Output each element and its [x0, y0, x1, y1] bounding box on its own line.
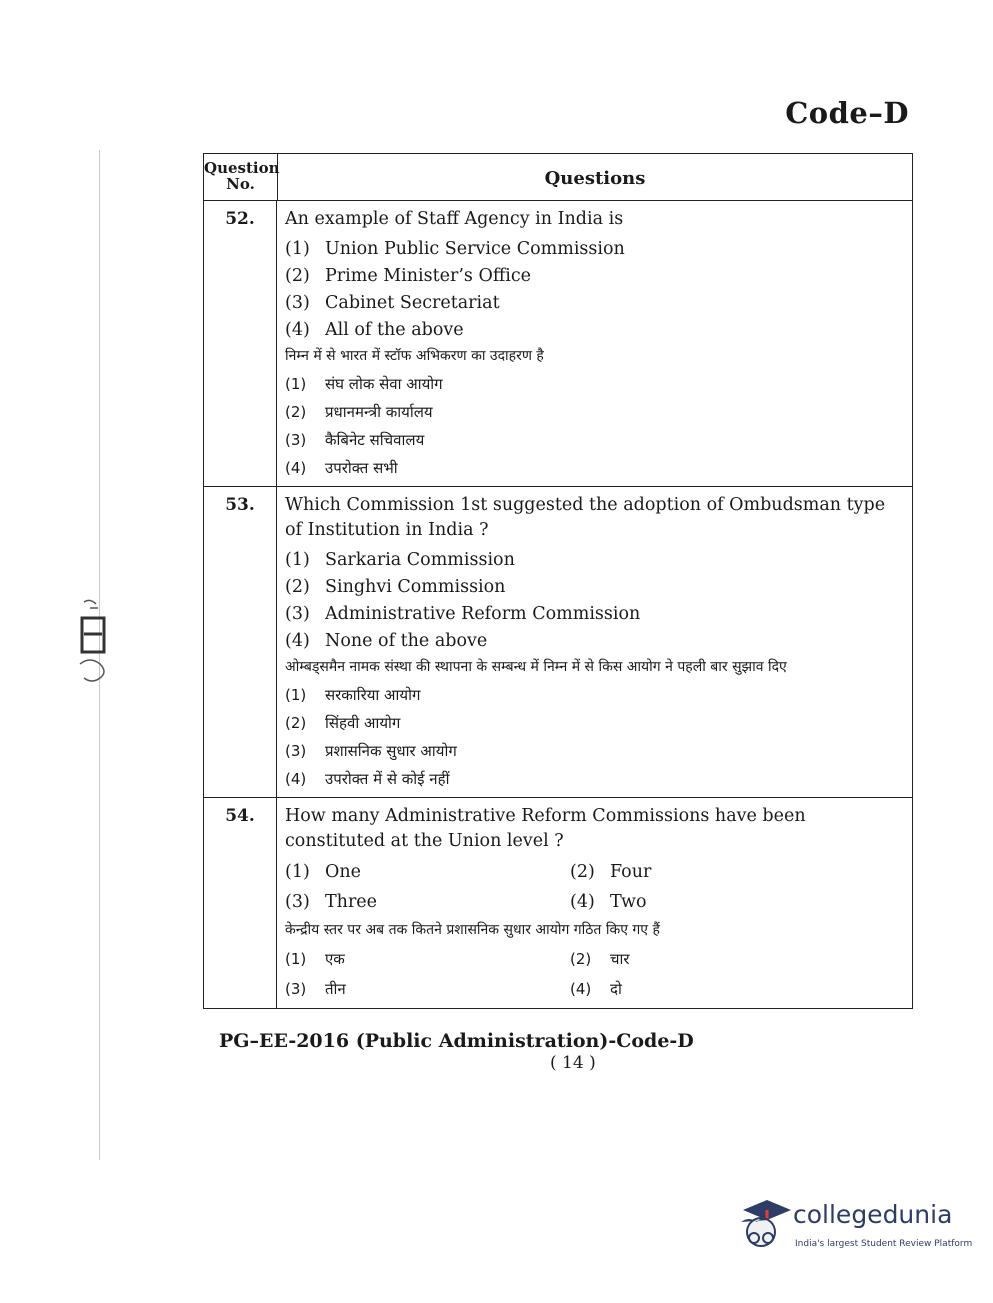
option-hi: (1) संघ लोक सेवा आयोग: [285, 375, 443, 393]
option-en: (4) None of the above: [285, 630, 488, 651]
question-text-en: Which Commission 1st suggested the adoption of Ombudsman type of Institution in India ?: [285, 495, 886, 540]
question-number: 53.: [204, 487, 277, 797]
question-number: 54.: [204, 798, 277, 1008]
option-hi: (2) चार: [570, 950, 630, 968]
options-grid-hi: [285, 944, 904, 1004]
option-hi: (4) उपरोक्त में से कोई नहीं: [285, 770, 450, 788]
question-number: 52.: [204, 201, 277, 486]
option-en: (1) Sarkaria Commission: [285, 549, 515, 570]
option-en: (2) Prime Minister’s Office: [285, 265, 532, 286]
table-header: [204, 154, 912, 201]
option-hi: (4) उपरोक्त सभी: [285, 459, 398, 477]
option-en: (1) Union Public Service Commission: [285, 238, 625, 259]
collegedunia-watermark: [737, 1196, 973, 1258]
option-hi: (3) प्रशासनिक सुधार आयोग: [285, 742, 457, 760]
option-en: (2) Singhvi Commission: [285, 576, 506, 597]
brand-name: collegedunia: [793, 1200, 953, 1229]
question-row: [204, 486, 912, 797]
margin-stamp-mark: [78, 598, 114, 698]
option-hi: (3) तीन: [285, 980, 346, 998]
options-grid-en: [285, 857, 904, 917]
question-row: [204, 797, 912, 1008]
question-text-en: An example of Staff Agency in India is: [285, 209, 624, 229]
option-en: (2) Four: [570, 862, 652, 882]
option-en: (1) One: [285, 862, 361, 882]
option-hi: (4) दो: [570, 980, 622, 998]
option-hi: (2) प्रधानमन्त्री कार्यालय: [285, 403, 433, 421]
option-en: (3) Cabinet Secretariat: [285, 292, 500, 313]
page-number: ( 14 ): [550, 1053, 596, 1073]
questions-header: Questions: [544, 168, 646, 189]
option-hi: (1) एक: [285, 950, 345, 968]
option-hi: (1) सरकारिया आयोग: [285, 686, 421, 704]
option-en: (4) All of the above: [285, 319, 464, 340]
student-mascot-icon: [737, 1196, 793, 1258]
question-text-hi: केन्द्रीय स्तर पर अब तक कितने प्रशासनिक सुधार आयोग गठित किए गए हैं: [285, 922, 660, 938]
exam-code-footer: PG–EE-2016 (Public Administration)-Code-D: [219, 1030, 694, 1052]
questions-table: [203, 153, 913, 1009]
brand-tagline: India's largest Student Review Platform: [795, 1239, 973, 1249]
option-hi: (2) सिंहवी आयोग: [285, 714, 401, 732]
option-en: (4) Two: [570, 892, 647, 912]
option-en: (3) Three: [285, 892, 378, 912]
question-text-en: How many Administrative Reform Commissions have been constituted at the Union level ?: [285, 806, 806, 851]
question-text-hi: ओम्बड्समैन नामक संस्था की स्थापना के सम्बन्ध में निम्न में से किस आयोग ने पहली बार सुझाव दिए: [285, 659, 787, 675]
question-no-header: Question No.: [204, 154, 278, 200]
question-text-hi: निम्न में से भारत में स्टॉफ अभिकरण का उदाहरण है: [285, 348, 544, 364]
option-en: (3) Administrative Reform Commission: [285, 603, 641, 624]
option-hi: (3) कैबिनेट सचिवालय: [285, 431, 425, 449]
question-row: [204, 201, 912, 486]
paper-code-label: Code–D: [785, 96, 909, 130]
